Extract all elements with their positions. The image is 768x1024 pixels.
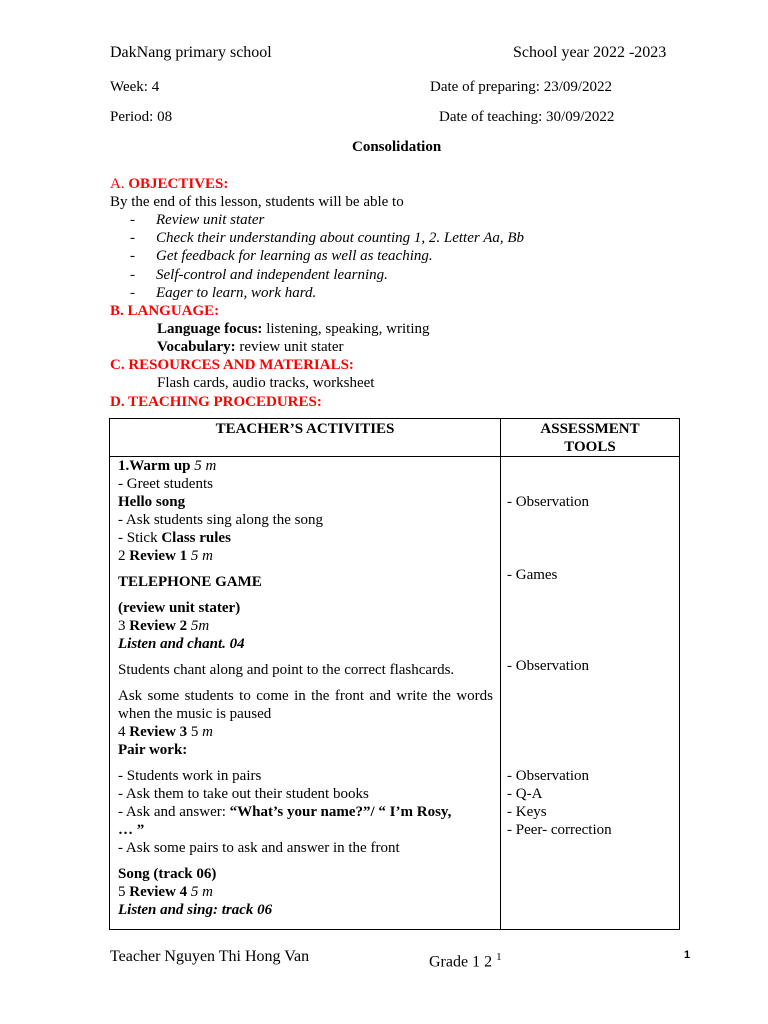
assessment-cell — [501, 457, 680, 930]
section-a-heading — [110, 175, 228, 193]
warmup-time: 5 m — [190, 458, 217, 474]
assessment-qa: - Q-A — [507, 786, 543, 802]
vocabulary-value: review unit stater — [235, 339, 344, 355]
review3-label: Review 3 — [129, 724, 188, 740]
page-title: Consolidation — [352, 139, 442, 155]
grade-text: Grade 1 2 — [429, 953, 493, 971]
take-books-line: - Ask them to take out their student books — [118, 786, 369, 802]
review3-line — [118, 723, 213, 741]
review3-num: 4 — [118, 724, 130, 740]
review-unit-line: (review unit stater) — [118, 600, 241, 616]
review3-mid: 5 — [187, 724, 203, 740]
assessment-keys: - Keys — [507, 804, 547, 820]
vocabulary-label: Vocabulary: — [157, 339, 236, 355]
date-preparing: Date of preparing: 23/09/2022 — [430, 79, 613, 95]
objective-item: - Review unit stater — [130, 211, 524, 229]
review4-label: Review 4 — [129, 884, 188, 900]
review4-time: 5 m — [187, 884, 213, 900]
ask-answer-prefix: - Ask and answer: — [118, 804, 230, 820]
objectives-list — [130, 211, 524, 302]
review2-label: Review 2 — [129, 618, 188, 634]
hello-song: Hello song — [118, 494, 186, 510]
review1-label: Review 1 — [129, 548, 188, 564]
review2-time: 5m — [187, 618, 210, 634]
language-focus — [157, 320, 430, 338]
review4-line — [118, 883, 213, 901]
listen-sing: Listen and sing: track 06 — [118, 902, 273, 918]
ask-sing-line: - Ask students sing along the song — [118, 512, 323, 528]
section-d-title: D. TEACHING PROCEDURES: — [110, 394, 322, 410]
review1-time: 5 m — [187, 548, 213, 564]
objective-item: - Eager to learn, work hard. — [130, 284, 524, 302]
col-activities-header: TEACHER’S ACTIVITIES — [110, 419, 501, 457]
table-row — [110, 457, 680, 930]
section-a-title: OBJECTIVES: — [128, 176, 229, 192]
footer-grade — [429, 948, 502, 971]
date-teaching: Date of teaching: 30/09/2022 — [439, 109, 615, 125]
procedures-table — [109, 418, 680, 930]
language-focus-label: Language focus: — [157, 321, 263, 337]
grade-superscript: 1 — [496, 951, 502, 963]
objective-item: - Self-control and independent learning. — [130, 266, 524, 284]
section-a-prefix: A. — [110, 176, 129, 192]
assessment-header-line1: ASSESSMENT — [540, 421, 640, 437]
resources-text: Flash cards, audio tracks, worksheet — [157, 375, 375, 391]
chant-text: Students chant along and point to the correct flashcards. — [118, 662, 455, 678]
objectives-intro: By the end of this lesson, students will be able to — [110, 194, 404, 210]
objective-item: - Check their understanding about counting 1, 2. Letter Aa, Bb — [130, 229, 524, 247]
review1-line — [118, 547, 213, 565]
col-assessment-header — [501, 419, 680, 457]
school-name: DakNang primary school — [110, 44, 272, 61]
review3-unit: m — [202, 724, 213, 740]
page-number: 1 — [684, 949, 691, 961]
activities-cell — [110, 457, 501, 930]
assessment-observation: - Observation — [507, 768, 590, 784]
review2-num: 3 — [118, 618, 130, 634]
vocabulary — [157, 338, 344, 356]
language-focus-value: listening, speaking, writing — [262, 321, 430, 337]
telephone-game: TELEPHONE GAME — [118, 574, 262, 590]
assessment-games: - Games — [507, 567, 558, 583]
footer-teacher: Teacher Nguyen Thi Hong Van — [110, 948, 310, 965]
ask-answer-dialogue: “What’s your name?”/ “ I’m Rosy, — [229, 804, 452, 820]
section-b-title: B. LANGUAGE: — [110, 303, 220, 319]
greet-line: - Greet students — [118, 476, 213, 492]
week: Week: 4 — [110, 79, 160, 95]
section-c-title: C. RESOURCES AND MATERIALS: — [110, 357, 354, 373]
review1-num: 2 — [118, 548, 130, 564]
class-rules: Class rules — [161, 530, 231, 546]
period: Period: 08 — [110, 109, 173, 125]
ask-front-text: Ask some students to come in the front and write the words when the music is paused — [118, 688, 493, 722]
ask-answer-cont: … ” — [118, 822, 145, 838]
assessment-header-line2: TOOLS — [564, 439, 616, 455]
work-pairs-line: - Students work in pairs — [118, 768, 262, 784]
listen-chant: Listen and chant. 04 — [118, 636, 245, 652]
review2-line — [118, 617, 209, 635]
assessment-observation: - Observation — [507, 658, 590, 674]
stick-line — [118, 529, 231, 547]
song-track: Song (track 06) — [118, 866, 217, 882]
review4-num: 5 — [118, 884, 130, 900]
assessment-observation: - Observation — [507, 494, 590, 510]
ask-answer-line — [118, 803, 451, 821]
table-header-row — [110, 419, 680, 457]
warmup-label: 1.Warm up — [118, 458, 191, 474]
assessment-peer-correction: - Peer- correction — [507, 822, 612, 838]
ask-pairs-line: - Ask some pairs to ask and answer in the front — [118, 840, 400, 856]
objective-item: - Get feedback for learning as well as teaching. — [130, 247, 524, 265]
school-year: School year 2022 -2023 — [513, 44, 667, 61]
stick-prefix: - Stick — [118, 530, 162, 546]
warmup-line — [118, 457, 216, 475]
pair-work: Pair work: — [118, 742, 188, 758]
